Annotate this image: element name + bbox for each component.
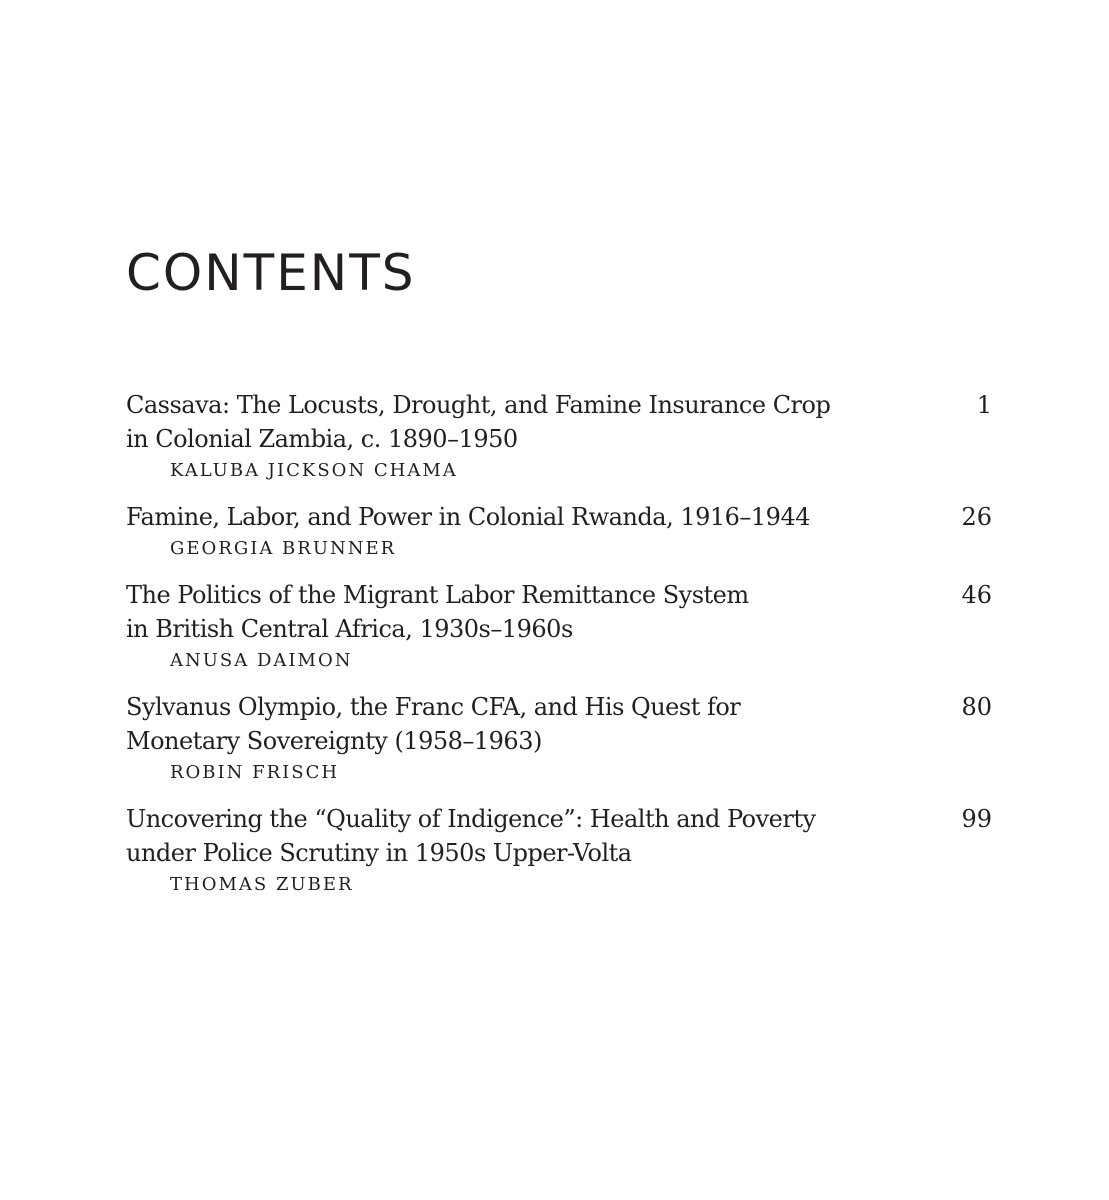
toc-entry-title-line: Uncovering the “Quality of Indigence”: Health and Poverty bbox=[126, 805, 816, 833]
toc-entry-title bbox=[126, 578, 846, 646]
toc-entry-page-number: 80 bbox=[961, 693, 992, 721]
page-title: CONTENTS bbox=[126, 244, 416, 302]
table-of-contents bbox=[126, 388, 992, 914]
toc-entry-title-line: under Police Scrutiny in 1950s Upper-Volta bbox=[126, 839, 632, 867]
toc-entry-author: KALUBA JICKSON CHAMA bbox=[170, 460, 458, 481]
toc-entry-title-line: in British Central Africa, 1930s–1960s bbox=[126, 615, 573, 643]
toc-entry-title-line: Cassava: The Locusts, Drought, and Famine Insurance Crop bbox=[126, 391, 831, 419]
toc-entry[interactable] bbox=[126, 690, 992, 788]
toc-entry-title bbox=[126, 500, 846, 534]
toc-entry-page-number: 1 bbox=[976, 391, 992, 419]
toc-entry[interactable] bbox=[126, 388, 992, 486]
toc-entry-author: ROBIN FRISCH bbox=[170, 762, 340, 783]
toc-entry-title bbox=[126, 802, 846, 870]
toc-entry-title-line: Sylvanus Olympio, the Franc CFA, and His Quest for bbox=[126, 693, 741, 721]
toc-entry-title-line: Famine, Labor, and Power in Colonial Rwanda, 1916–1944 bbox=[126, 503, 810, 531]
toc-entry[interactable] bbox=[126, 500, 992, 564]
toc-entry[interactable] bbox=[126, 802, 992, 900]
toc-entry-title-line: Monetary Sovereignty (1958–1963) bbox=[126, 727, 542, 755]
toc-entry-page-number: 26 bbox=[961, 503, 992, 531]
toc-entry-author: THOMAS ZUBER bbox=[170, 874, 354, 895]
toc-entry-title bbox=[126, 690, 846, 758]
toc-entry-author: ANUSA DAIMON bbox=[170, 650, 353, 671]
toc-entry-title bbox=[126, 388, 846, 456]
toc-entry-title-line: in Colonial Zambia, c. 1890–1950 bbox=[126, 425, 518, 453]
toc-entry-page-number: 46 bbox=[961, 581, 992, 609]
toc-entry[interactable] bbox=[126, 578, 992, 676]
toc-entry-author: GEORGIA BRUNNER bbox=[170, 538, 397, 559]
toc-entry-page-number: 99 bbox=[961, 805, 992, 833]
toc-entry-title-line: The Politics of the Migrant Labor Remittance System bbox=[126, 581, 749, 609]
